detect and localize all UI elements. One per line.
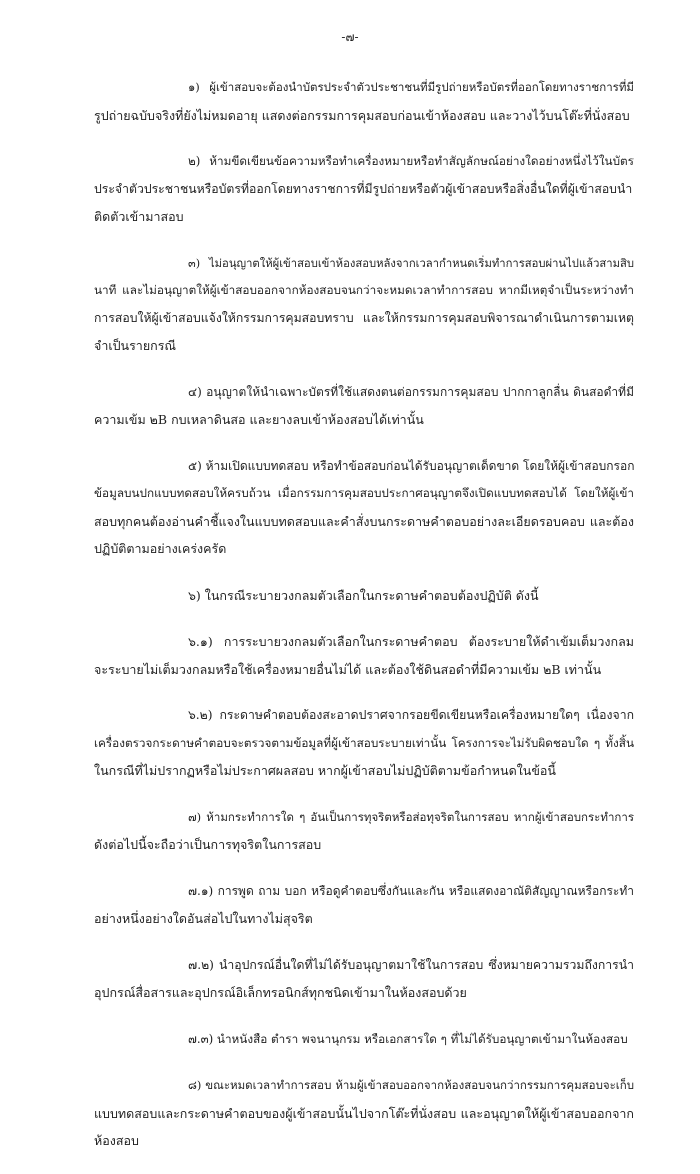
paragraph-line: ๗) ห้ามกระทำการใด ๆ อันเป็นการทุจริตหรือส่อทุจริตในการสอบ หากผู้เข้าสอบกระทำการ xyxy=(188,809,634,824)
paragraph-line: ข้อมูลบนปกแบบทดสอบให้ครบถ้วน เมื่อกรรมการคุมสอบประกาศอนุญาตจึงเปิดแบบทดสอบได้ โดยให้ผู้เข้า xyxy=(94,486,634,500)
paragraph-line: ห้องสอบ xyxy=(94,1133,139,1148)
paragraph-line: ๑) ผู้เข้าสอบจะต้องนำบัตรประจำตัวประชาชนที่มีรูปถ่ายหรือบัตรที่ออกโดยทางราชการที่มี xyxy=(188,80,634,94)
paragraph-line: ๖.๒) กระดาษคำตอบต้องสะอาดปราศจากรอยขีดเขียนหรือเครื่องหมายใดๆ เนื่องจาก xyxy=(188,708,634,722)
paragraph-line: ปฏิบัติตามอย่างเคร่งครัด xyxy=(94,541,227,556)
paragraph-line: ในกรณีที่ไม่ปรากฏหรือไม่ประกาศผลสอบ หากผู้เข้าสอบไม่ปฏิบัติตามข้อกำหนดในข้อนี้ xyxy=(94,763,556,778)
paragraph-line: อุปกรณ์สื่อสารและอุปกรณ์อิเล็กทรอนิกส์ทุกชนิดเข้ามาในห้องสอบด้วย xyxy=(94,985,467,1000)
paragraph-line: สอบทุกคนต้องอ่านคำชี้แจงในแบบทดสอบและคำสั่งบนกระดาษคำตอบอย่างละเอียดรอบคอบ และต้อง xyxy=(94,513,634,529)
paragraph xyxy=(94,702,634,785)
paragraph-line: เครื่องตรวจกระดาษคำตอบจะตรวจตามข้อมูลที่ผู้เข้าสอบระบายเท่านั้น โครงการจะไม่รับผิดชอบใด ๆ ทั้งสิ้น xyxy=(94,735,634,750)
paragraph-line: ๔) อนุญาตให้นำเฉพาะบัตรที่ใช้แสดงตนต่อกรรมการคุมสอบ ปากกาลูกลื่น ดินสอดำที่มี xyxy=(188,384,634,399)
paragraph xyxy=(94,453,634,563)
paragraph-line: แบบทดสอบและกระดาษคำตอบของผู้เข้าสอบนั้นไปจากโต๊ะที่นั่งสอบ และอนุญาตให้ผู้เข้าสอบออกจาก xyxy=(94,1105,634,1121)
paragraph-line: ๖.๑) การระบายวงกลมตัวเลือกในกระดาษคำตอบ ต้องระบายให้ดำเข้มเต็มวงกลม xyxy=(188,634,634,649)
paragraph-line: ๗.๓) นำหนังสือ ตำรา พจนานุกรม หรือเอกสารใด ๆ ที่ไม่ได้รับอนุญาตเข้ามาในห้องสอบ xyxy=(188,1031,628,1046)
paragraph xyxy=(94,148,634,231)
paragraph xyxy=(94,952,634,1007)
paragraph-line: ๕) ห้ามเปิดแบบทดสอบ หรือทำข้อสอบก่อนได้รับอนุญาตเด็ดขาด โดยให้ผู้เข้าสอบกรอก xyxy=(188,458,635,473)
page-number: -๗- xyxy=(341,30,359,44)
paragraph xyxy=(94,1026,634,1054)
paragraph-line: อย่างหนึ่งอย่างใดอันส่อไปในทางไม่สุจริต xyxy=(94,911,313,926)
paragraph-line: ความเข้ม ๒B กบเหลาดินสอ และยางลบเข้าห้องสอบได้เท่านั้น xyxy=(94,412,424,427)
paragraph-line: จำเป็นรายกรณี xyxy=(94,338,177,353)
paragraph-line: ๘) ขณะหมดเวลาทำการสอบ ห้ามผู้เข้าสอบออกจากห้องสอบจนกว่ากรรมการคุมสอบจะเก็บ xyxy=(188,1078,634,1092)
paragraph xyxy=(94,628,634,683)
paragraph-line: ๗.๑) การพูด ถาม บอก หรือดูคำตอบซึ่งกันและกัน หรือแสดงอาณัติสัญญาณหรือกระทำ xyxy=(188,883,634,898)
paragraph xyxy=(94,74,634,129)
paragraph-line: นาที และไม่อนุญาตให้ผู้เข้าสอบออกจากห้องสอบจนกว่าจะหมดเวลาทำการสอบ หากมีเหตุจำเป็นระหว่างทำ xyxy=(94,283,634,297)
paragraph xyxy=(94,804,634,859)
paragraph-line: ดังต่อไปนี้จะถือว่าเป็นการทุจริตในการสอบ xyxy=(94,837,322,852)
paragraph xyxy=(94,878,634,933)
paragraph xyxy=(94,250,634,360)
paragraph-line: ๖) ในกรณีระบายวงกลมตัวเลือกในกระดาษคำตอบต้องปฏิบัติ ดังนี้ xyxy=(188,587,539,603)
paragraph xyxy=(94,1072,634,1155)
paragraph xyxy=(94,582,634,610)
document-body xyxy=(94,74,634,1174)
paragraph-line: ๗.๒) นำอุปกรณ์อื่นใดที่ไม่ได้รับอนุญาตมาใช้ในการสอบ ซึ่งหมายความรวมถึงการนำ xyxy=(188,957,634,972)
paragraph-line: ๒) ห้ามขีดเขียนข้อความหรือทำเครื่องหมายหรือทำสัญลักษณ์อย่างใดอย่างหนึ่งไว้ในบัตร xyxy=(188,154,634,168)
paragraph-line: จะระบายไม่เต็มวงกลมหรือใช้เครื่องหมายอื่นไม่ได้ และต้องใช้ดินสอดำที่มีความเข้ม ๒B เท่านั้น xyxy=(94,661,602,677)
paragraph-line: รูปถ่ายฉบับจริงที่ยังไม่หมดอายุ แสดงต่อกรรมการคุมสอบก่อนเข้าห้องสอบ และวางไว้บนโต๊ะที่นั่งสอบ xyxy=(94,107,630,123)
paragraph-line: ประจำตัวประชาชนหรือบัตรที่ออกโดยทางราชการที่มีรูปถ่ายหรือตัวผู้เข้าสอบหรือสิ่งอื่นใดที่ผู้เข้าสอบนำ xyxy=(94,181,633,196)
paragraph xyxy=(94,379,634,434)
paragraph-line: ติดตัวเข้ามาสอบ xyxy=(94,209,184,224)
paragraph-line: ๓) ไม่อนุญาตให้ผู้เข้าสอบเข้าห้องสอบหลังจากเวลากำหนดเริ่มทำการสอบผ่านไปแล้วสามสิบ xyxy=(188,256,634,270)
paragraph-line: การสอบให้ผู้เข้าสอบแจ้งให้กรรมการคุมสอบทราบ และให้กรรมการคุมสอบพิจารณาดำเนินการตามเหตุ xyxy=(94,310,634,325)
